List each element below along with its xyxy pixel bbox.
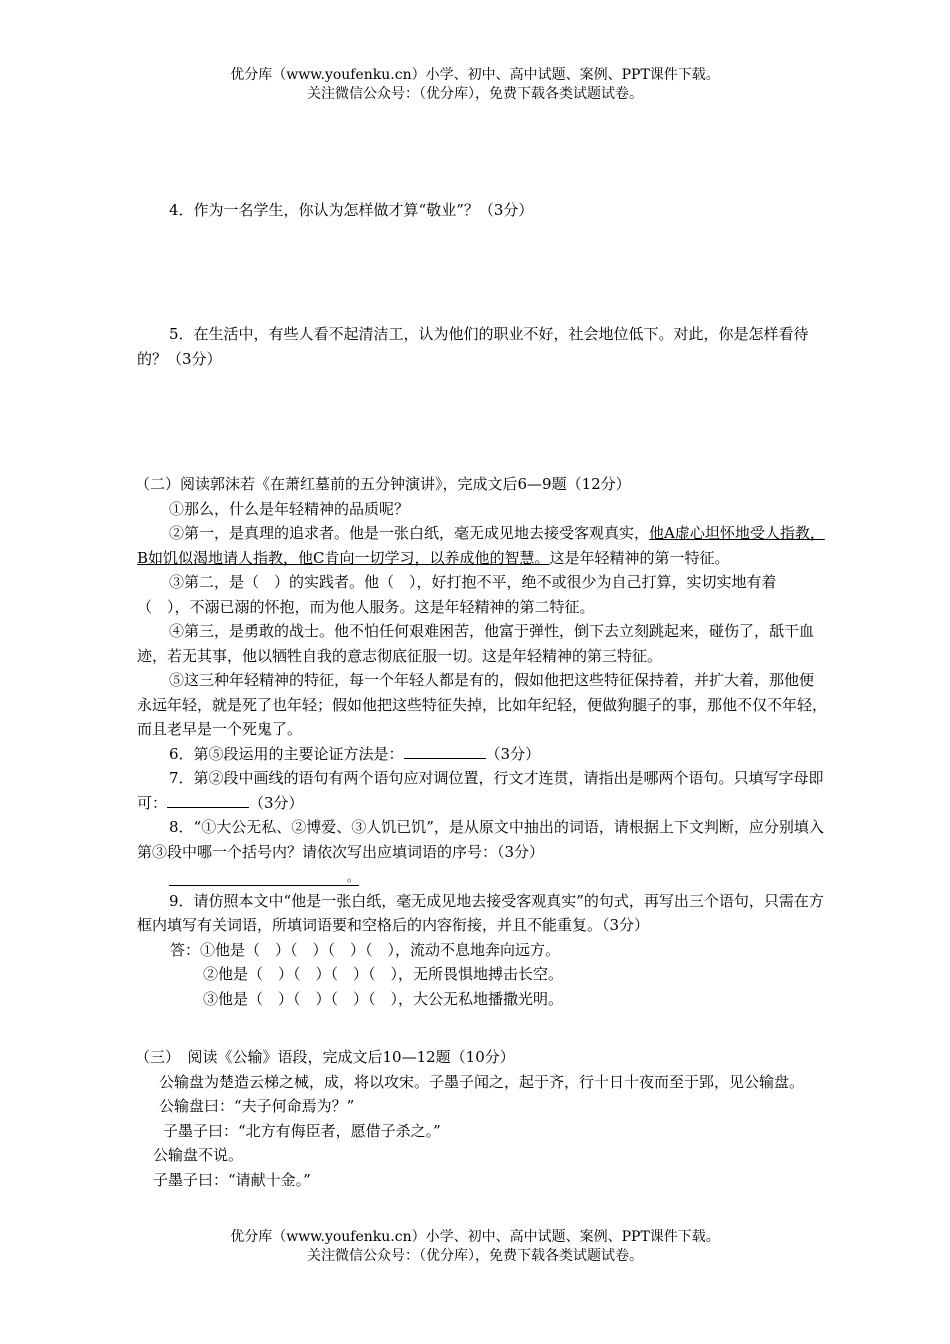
answer-blank-8[interactable]: 。 xyxy=(169,869,359,886)
paragraph-4: ④第三，是勇敢的战士。他不怕任何艰难困苦，他富于弹性，倒下去立刻跳起来，碰伤了，舐干血迹，若无其事，他以牺牲自我的意志彻底征服一切。这是年轻精神的第三特征。 xyxy=(137,622,815,665)
reading-section-3 xyxy=(137,1045,827,1192)
question-8: 8．“①大公无私、②博爱、③人饥已饥”，是从原文中抽出的词语，请根据上下文判断，应分别填入第③段中哪一个括号内？请依次写出应填词语的序号：（3分） xyxy=(137,818,824,861)
paragraph-5: ⑤这三种年轻精神的特征，每一个年轻人都是有的，假如他把这些特征保持着，并扩大着，那他便永远年轻，就是死了也年轻；假如他把这些特征失掉，比如年纪轻，便做狗腿子的事，那他不仅不年轻，而且老早是一个死鬼了。 xyxy=(137,671,828,738)
question-8-answer-line xyxy=(137,864,827,889)
question-9: 9．请仿照本文中“他是一张白纸，毫无成见地去接受客观真实”的句式，再写出三个语句，只需在方框内填写有关词语，所填词语要和空格后的内容衔接，并且不能重复。（3分） xyxy=(137,891,824,934)
classical-paragraph-4: 公输盘不说。 xyxy=(153,1146,244,1164)
footer-line-1: 优分库（www.youfenku.cn）小学、初中、高中试题、案例、PPT课件下载。 xyxy=(230,1229,720,1245)
question-6: 6．第⑤段运用的主要论证方法是： （3分） xyxy=(169,744,541,763)
reading-section-2 xyxy=(137,472,827,1011)
classical-paragraph-2: 公输盘曰：“夫子何命焉为？” xyxy=(159,1097,355,1115)
page-header xyxy=(0,66,950,104)
answer-line-1: 答：①他是（ ）（ ）（ ）（ ），流动不息地奔向远方。 xyxy=(170,940,561,959)
classical-paragraph-3: 子墨子曰：“北方有侮臣者，愿借子杀之。” xyxy=(163,1121,441,1140)
question-5: 5．在生活中，有些人看不起清洁工，认为他们的职业不好，社会地位低下。对此，你是怎样看待的？（3分） xyxy=(137,325,809,368)
classical-paragraph-5: 子墨子曰：“请献十金。” xyxy=(153,1170,311,1189)
header-line-2: 关注微信公众号：（优分库），免费下载各类试题试卷。 xyxy=(307,86,643,102)
page-footer xyxy=(0,1228,950,1266)
section-3-title: （三） 阅读《公输》语段，完成文后10—12题（10分） xyxy=(135,1048,515,1066)
answer-blank-7[interactable] xyxy=(167,793,249,808)
paragraph-3: ③第二，是（ ）的实践者。他（ ），好打抱不平，绝不或很少为自己打算，实切实地有着（ ），不溺已溺的怀抱，而为他人服务。这是年轻精神的第二特征。 xyxy=(137,573,777,616)
question-7: 7．第②段中画线的语句有两个语句应对调位置，行文才连贯，请指出是哪两个语句。只填写字母即可： （3分） xyxy=(137,769,824,812)
answer-line-3: ③他是（ ）（ ）（ ）（ ），大公无私地播撒光明。 xyxy=(203,989,564,1008)
paragraph-1: ①那么，什么是年轻精神的品质呢？ xyxy=(169,499,410,518)
answer-line-2: ②他是（ ）（ ）（ ）（ ），无所畏惧地搏击长空。 xyxy=(203,965,564,983)
paragraph-2: ②第一，是真理的追求者。他是一张白纸，毫无成见地去接受客观真实，他A虚心坦怀地受人指教，B如饥似渴地请人指教，他C肯向一切学习，以养成他的智慧。这是年轻精神的第一特征。 xyxy=(137,524,825,567)
answer-blank-6[interactable] xyxy=(404,744,486,759)
underlined-sentence: 他A虚心坦怀地受人指教，B如饥似渴地请人指教，他C肯向一切学习，以养成他的智慧。 xyxy=(137,524,825,567)
section-2-title: （二）阅读郭沫若《在萧红墓前的五分钟演讲》，完成文后6—9题（12分） xyxy=(135,475,631,493)
question-4: 4．作为一名学生，你认为怎样做才算“敬业”？（3分） xyxy=(169,201,534,219)
classical-paragraph-1: 公输盘为楚造云梯之械，成，将以攻宋。子墨子闻之，起于齐，行十日十夜而至于郢，见公输盘。 xyxy=(159,1072,805,1091)
header-line-1: 优分库（www.youfenku.cn）小学、初中、高中试题、案例、PPT课件下载。 xyxy=(230,67,720,83)
footer-line-2: 关注微信公众号：（优分库），免费下载各类试题试卷。 xyxy=(307,1248,643,1264)
